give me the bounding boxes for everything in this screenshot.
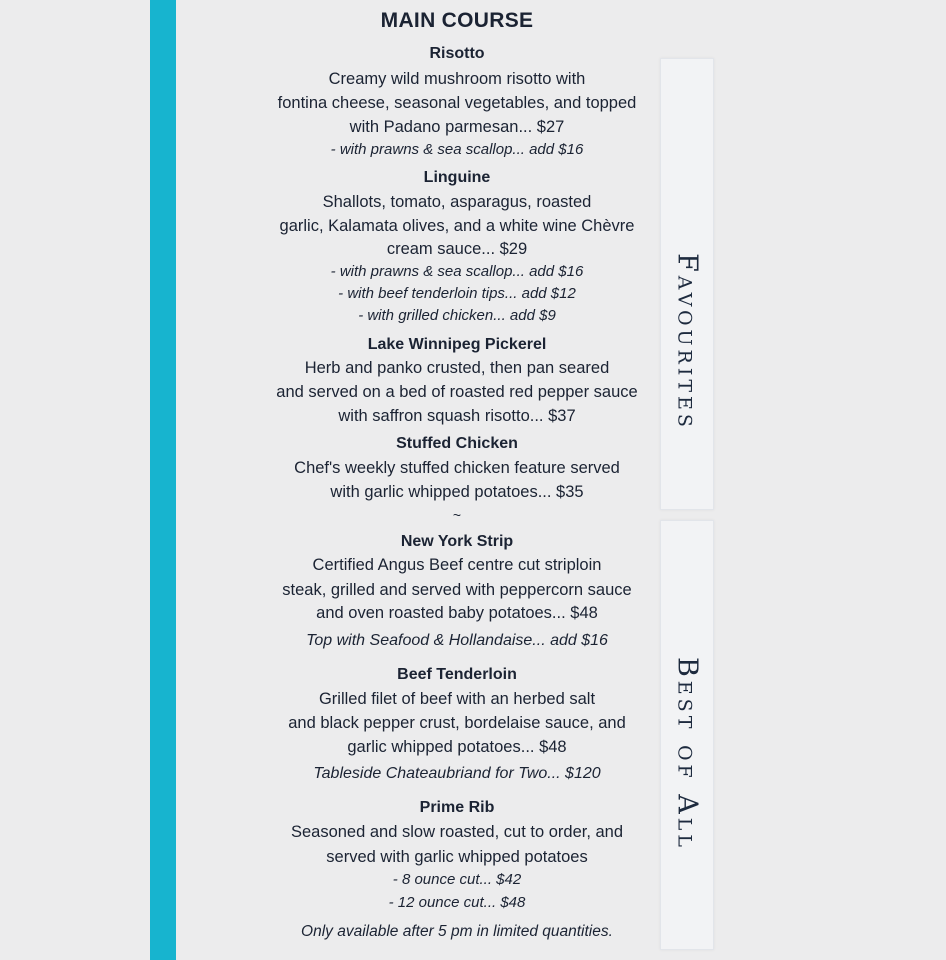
best-of-all-panel: [660, 520, 714, 950]
best-of-all-label: Best of All: [671, 656, 703, 852]
dish-name: New York Strip: [400, 533, 514, 550]
favourites-label: Favourites: [671, 253, 703, 431]
accent-stripe: [150, 0, 176, 960]
dish-description: Seasoned and slow roasted, cut to order, and: [290, 823, 624, 841]
dish-description: garlic whipped potatoes... $48: [347, 738, 567, 756]
dish-name: Linguine: [423, 169, 491, 186]
menu-title: MAIN COURSE: [380, 9, 534, 32]
dish-addon: Tableside Chateaubriand for Two... $120: [313, 765, 601, 782]
dish-description: and oven roasted baby potatoes... $48: [316, 604, 598, 622]
dish-description: and served on a bed of roasted red pepper sauce: [276, 383, 638, 401]
dish-description: with saffron squash risotto... $37: [338, 407, 576, 425]
dish-description: Creamy wild mushroom risotto with: [328, 70, 586, 88]
dish-addon: - with beef tenderloin tips... add $12: [338, 285, 576, 302]
favourites-panel: [660, 58, 714, 510]
dish-description: served with garlic whipped potatoes: [326, 848, 588, 866]
availability-note: Only available after 5 pm in limited quantities.: [301, 923, 613, 940]
dish-description: and black pepper crust, bordelaise sauce, and: [288, 714, 626, 732]
dish-description: fontina cheese, seasonal vegetables, and topped: [277, 94, 637, 112]
dish-addon: - 12 ounce cut... $48: [388, 894, 526, 911]
dish-description: Chef's weekly stuffed chicken feature served: [294, 459, 620, 477]
dish-description: Grilled filet of beef with an herbed salt: [318, 690, 596, 708]
dish-addon: - with grilled chicken... add $9: [358, 307, 556, 324]
section-separator: ~: [452, 507, 462, 523]
dish-description: Herb and panko crusted, then pan seared: [304, 359, 610, 377]
dish-description: Shallots, tomato, asparagus, roasted: [322, 193, 592, 211]
dish-addon: - with prawns & sea scallop... add $16: [330, 263, 584, 280]
dish-name: Risotto: [429, 45, 485, 62]
dish-description: Certified Angus Beef centre cut striploin: [312, 556, 602, 574]
dish-name: Stuffed Chicken: [396, 435, 518, 452]
dish-description: garlic, Kalamata olives, and a white wine Chèvre: [279, 217, 635, 235]
dish-name: Beef Tenderloin: [397, 666, 517, 683]
dish-addon: - with prawns & sea scallop... add $16: [330, 141, 584, 158]
dish-description: cream sauce... $29: [386, 240, 528, 258]
dish-addon: - 8 ounce cut... $42: [392, 871, 522, 888]
dish-description: with Padano parmesan... $27: [349, 118, 565, 136]
dish-description: steak, grilled and served with peppercorn sauce: [282, 581, 632, 599]
dish-name: Lake Winnipeg Pickerel: [367, 336, 547, 353]
dish-name: Prime Rib: [419, 799, 495, 816]
dish-description: with garlic whipped potatoes... $35: [330, 483, 584, 501]
dish-addon: Top with Seafood & Hollandaise... add $16: [306, 632, 608, 649]
